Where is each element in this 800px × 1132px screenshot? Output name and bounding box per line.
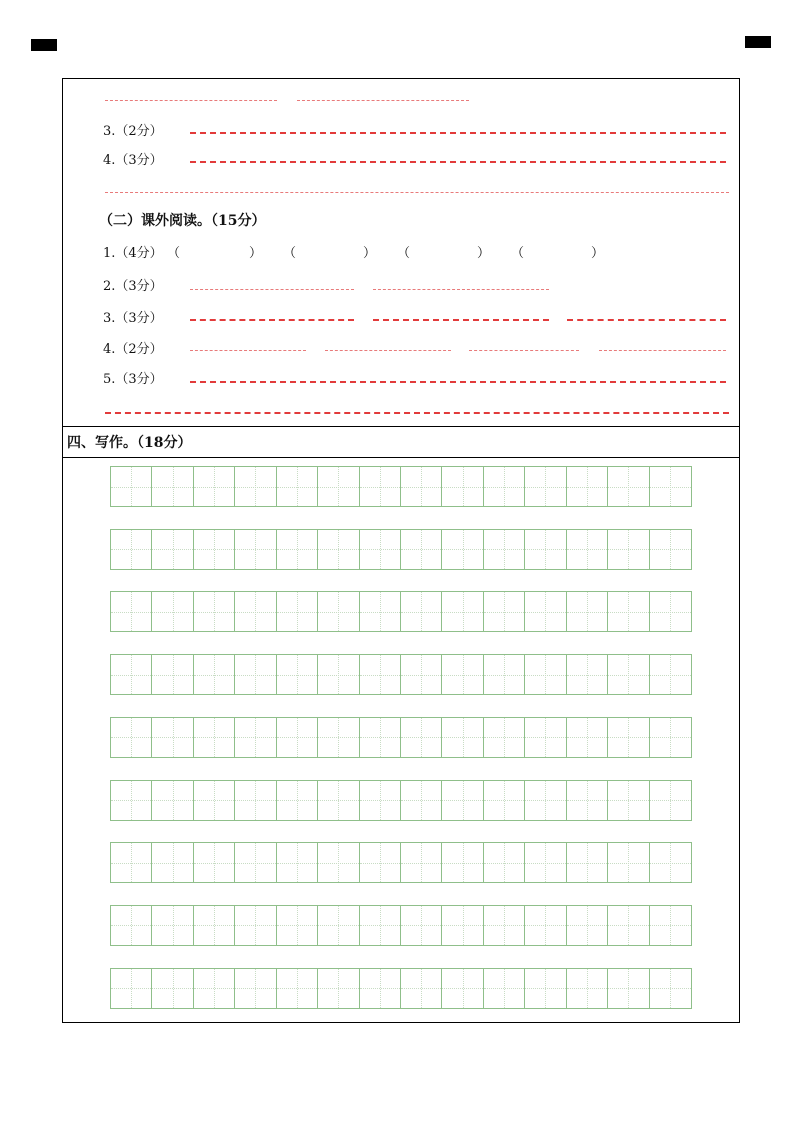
writing-grid-cell[interactable] [401, 843, 442, 882]
writing-grid-row [110, 905, 692, 946]
writing-grid-cell[interactable] [318, 843, 359, 882]
writing-grid-cell[interactable] [650, 592, 691, 631]
open-bracket: （ [283, 246, 297, 261]
section-heading: （二）课外阅读。（15分） [99, 213, 266, 229]
writing-grid-cell[interactable] [650, 781, 691, 820]
writing-grid-cell[interactable] [442, 655, 483, 694]
answer-line[interactable] [105, 100, 277, 101]
writing-grid-cell[interactable] [442, 906, 483, 945]
writing-grid-cell[interactable] [318, 718, 359, 757]
registration-mark-left [31, 39, 57, 51]
writing-grid-cell[interactable] [152, 781, 193, 820]
reading-question-1 [63, 242, 739, 262]
question-label: 5.（3分） [103, 372, 163, 387]
writing-grid-cell[interactable] [442, 467, 483, 506]
writing-grid-cell[interactable] [442, 781, 483, 820]
answer-line[interactable] [105, 412, 729, 414]
answer-line[interactable] [373, 319, 549, 321]
writing-grid-cell[interactable] [194, 530, 235, 569]
writing-grid-row [110, 717, 692, 758]
writing-grid-cell[interactable] [318, 906, 359, 945]
writing-grid-cell[interactable] [318, 467, 359, 506]
writing-grid-cell[interactable] [608, 906, 649, 945]
writing-grid-row [110, 466, 692, 507]
writing-grid-cell[interactable] [401, 781, 442, 820]
writing-grid-cell[interactable] [360, 530, 401, 569]
writing-grid-cell[interactable] [235, 781, 276, 820]
writing-grid-cell[interactable] [360, 906, 401, 945]
close-bracket: ） [363, 246, 377, 261]
writing-grid-cell[interactable] [318, 530, 359, 569]
writing-grid-cell[interactable] [360, 969, 401, 1008]
writing-grid-cell[interactable] [567, 655, 608, 694]
registration-mark-right [745, 36, 771, 48]
answer-section [63, 79, 739, 426]
answer-line[interactable] [325, 350, 451, 351]
writing-grid-cell[interactable] [111, 592, 152, 631]
writing-grid-cell[interactable] [401, 592, 442, 631]
writing-grid-cell[interactable] [650, 718, 691, 757]
writing-grid-cell[interactable] [235, 655, 276, 694]
writing-grid-cell[interactable] [235, 467, 276, 506]
open-bracket: （ [167, 246, 181, 261]
writing-grid-cell[interactable] [484, 655, 525, 694]
writing-grid-cell[interactable] [401, 655, 442, 694]
writing-grid-cell[interactable] [608, 592, 649, 631]
writing-grid-cell[interactable] [152, 906, 193, 945]
writing-grid-cell[interactable] [484, 592, 525, 631]
question-label: 2.（3分） [103, 279, 163, 294]
writing-grid-cell[interactable] [318, 969, 359, 1008]
writing-grid-cell[interactable] [567, 969, 608, 1008]
writing-grid-cell[interactable] [111, 781, 152, 820]
writing-grid-cell[interactable] [442, 530, 483, 569]
writing-grid-cell[interactable] [650, 969, 691, 1008]
writing-grid-cell[interactable] [650, 906, 691, 945]
writing-grid-cell[interactable] [650, 655, 691, 694]
section-heading: 四、写作。（18分） [67, 435, 192, 451]
writing-grid-cell[interactable] [525, 530, 566, 569]
writing-grid-cell[interactable] [442, 843, 483, 882]
question-label: 3.（2分） [103, 124, 163, 139]
writing-grid-cell[interactable] [650, 843, 691, 882]
writing-grid-cell[interactable] [152, 843, 193, 882]
writing-grid-cell[interactable] [608, 655, 649, 694]
writing-grid-cell[interactable] [111, 467, 152, 506]
writing-grid-row [110, 591, 692, 632]
writing-grid-cell[interactable] [650, 530, 691, 569]
writing-grid-cell[interactable] [442, 592, 483, 631]
writing-grid-cell[interactable] [401, 906, 442, 945]
writing-grid-cell[interactable] [650, 467, 691, 506]
close-bracket: ） [591, 246, 605, 261]
writing-grid-cell[interactable] [235, 718, 276, 757]
writing-grid-cell[interactable] [235, 906, 276, 945]
writing-grid-cell[interactable] [608, 530, 649, 569]
answer-line[interactable] [105, 192, 729, 193]
question-label: 1.（4分） [103, 246, 163, 261]
writing-grid-cell[interactable] [194, 781, 235, 820]
writing-grid-cell[interactable] [484, 843, 525, 882]
writing-grid-cell[interactable] [277, 467, 318, 506]
question-row-4 [63, 149, 739, 169]
writing-grid-row [110, 968, 692, 1009]
writing-grid-cell[interactable] [401, 530, 442, 569]
answer-line[interactable] [297, 100, 469, 101]
answer-line[interactable] [469, 350, 579, 351]
writing-grid-cell[interactable] [277, 530, 318, 569]
question-label: 3.（3分） [103, 311, 163, 326]
question-label: 4.（2分） [103, 342, 163, 357]
reading-heading-row [63, 210, 739, 230]
writing-grid-cell[interactable] [318, 592, 359, 631]
writing-grid-cell[interactable] [484, 906, 525, 945]
writing-grid-row [110, 529, 692, 570]
answer-line[interactable] [190, 319, 354, 321]
writing-grid-cell[interactable] [484, 969, 525, 1008]
writing-grid-cell[interactable] [360, 655, 401, 694]
writing-grid-cell[interactable] [401, 718, 442, 757]
writing-grid-cell[interactable] [360, 718, 401, 757]
writing-grid-cell[interactable] [567, 592, 608, 631]
writing-grid-cell[interactable] [567, 906, 608, 945]
writing-grid-cell[interactable] [484, 718, 525, 757]
writing-grid-cell[interactable] [277, 906, 318, 945]
open-bracket: （ [397, 246, 411, 261]
writing-grid-cell[interactable] [484, 781, 525, 820]
writing-grid-cell[interactable] [235, 969, 276, 1008]
writing-grid-cell[interactable] [152, 530, 193, 569]
writing-grid-cell[interactable] [277, 843, 318, 882]
writing-grid-cell[interactable] [567, 718, 608, 757]
writing-grid-cell[interactable] [318, 781, 359, 820]
writing-grid-cell[interactable] [608, 843, 649, 882]
writing-grid-cell[interactable] [152, 655, 193, 694]
writing-grid-cell[interactable] [111, 530, 152, 569]
writing-grid-cell[interactable] [525, 781, 566, 820]
writing-grid-row [110, 842, 692, 883]
writing-grid-cell[interactable] [194, 843, 235, 882]
answer-line[interactable] [190, 161, 726, 163]
writing-grid-cell[interactable] [525, 467, 566, 506]
writing-grid-cell[interactable] [442, 969, 483, 1008]
question-row-3 [63, 120, 739, 140]
answer-sheet-frame [62, 78, 740, 1023]
reading-question-4 [63, 338, 739, 358]
writing-grid-cell[interactable] [401, 467, 442, 506]
reading-question-2 [63, 275, 739, 295]
writing-grid-cell[interactable] [401, 969, 442, 1008]
writing-grid-cell[interactable] [277, 781, 318, 820]
writing-grid-cell[interactable] [567, 467, 608, 506]
writing-grid-cell[interactable] [525, 592, 566, 631]
writing-grid-cell[interactable] [277, 969, 318, 1008]
writing-grid-row [110, 780, 692, 821]
writing-grid-cell[interactable] [277, 718, 318, 757]
writing-grid-cell[interactable] [194, 592, 235, 631]
answer-line[interactable] [190, 132, 726, 134]
close-bracket: ） [477, 246, 491, 261]
writing-grid-cell[interactable] [194, 906, 235, 945]
writing-grid-cell[interactable] [442, 718, 483, 757]
writing-grid-cell[interactable] [360, 592, 401, 631]
writing-grid-cell[interactable] [152, 592, 193, 631]
writing-grid-cell[interactable] [194, 467, 235, 506]
writing-grid-cell[interactable] [567, 781, 608, 820]
writing-grid-cell[interactable] [111, 906, 152, 945]
writing-header [63, 426, 739, 458]
answer-line[interactable] [373, 289, 549, 290]
writing-grid-cell[interactable] [277, 592, 318, 631]
question-label: 4.（3分） [103, 153, 163, 168]
reading-question-3 [63, 307, 739, 327]
writing-grid-cell[interactable] [525, 655, 566, 694]
writing-grid-cell[interactable] [194, 718, 235, 757]
answer-line[interactable] [567, 319, 726, 321]
answer-line[interactable] [190, 289, 354, 290]
writing-grid-row [110, 654, 692, 695]
writing-grid-cell[interactable] [567, 843, 608, 882]
writing-grid-cell[interactable] [360, 467, 401, 506]
writing-grid-cell[interactable] [235, 530, 276, 569]
writing-grid-cell[interactable] [235, 592, 276, 631]
writing-grid-cell[interactable] [360, 781, 401, 820]
writing-grid-cell[interactable] [152, 467, 193, 506]
writing-grid-cell[interactable] [567, 530, 608, 569]
reading-question-5 [63, 368, 739, 388]
writing-grid-cell[interactable] [194, 655, 235, 694]
writing-grid-cell[interactable] [525, 969, 566, 1008]
writing-grid-cell[interactable] [111, 718, 152, 757]
writing-grid-cell[interactable] [608, 781, 649, 820]
writing-grid-cell[interactable] [525, 843, 566, 882]
writing-grid-cell[interactable] [318, 655, 359, 694]
writing-grid-cell[interactable] [111, 969, 152, 1008]
writing-grid-cell[interactable] [608, 467, 649, 506]
writing-grid-area[interactable] [63, 458, 739, 1022]
writing-grid-cell[interactable] [111, 655, 152, 694]
writing-grid-cell[interactable] [152, 718, 193, 757]
writing-grid-cell[interactable] [152, 969, 193, 1008]
writing-grid-cell[interactable] [484, 467, 525, 506]
writing-grid-cell[interactable] [360, 843, 401, 882]
answer-line[interactable] [190, 350, 306, 351]
writing-grid-cell[interactable] [525, 718, 566, 757]
writing-grid-cell[interactable] [277, 655, 318, 694]
close-bracket: ） [249, 246, 263, 261]
writing-grid-cell[interactable] [525, 906, 566, 945]
answer-line[interactable] [190, 381, 726, 383]
writing-grid-cell[interactable] [608, 969, 649, 1008]
writing-grid-cell[interactable] [235, 843, 276, 882]
writing-grid-cell[interactable] [608, 718, 649, 757]
answer-line[interactable] [599, 350, 726, 351]
writing-grid-cell[interactable] [194, 969, 235, 1008]
writing-grid-cell[interactable] [111, 843, 152, 882]
open-bracket: （ [511, 246, 525, 261]
writing-grid-cell[interactable] [484, 530, 525, 569]
